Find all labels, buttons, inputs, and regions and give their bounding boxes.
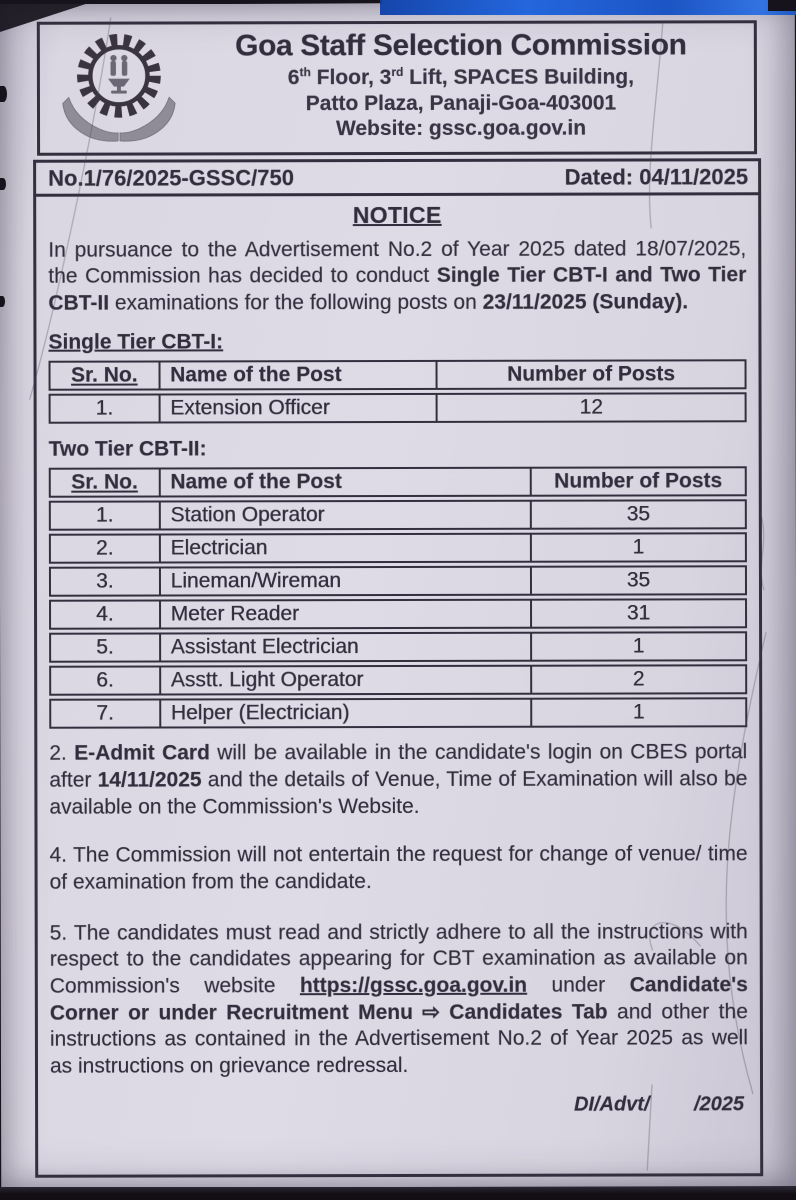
bottom-edge-shadow xyxy=(0,1187,796,1200)
text-segment: Candidate's Corner or under Recruitment Menu xyxy=(49,973,748,1025)
text-segment: E-Admit Card xyxy=(74,741,210,766)
notice-heading: NOTICE xyxy=(352,201,442,229)
table-body xyxy=(49,393,747,424)
file-reference: DI/Advt/ /2025 xyxy=(573,1092,745,1116)
reference-row xyxy=(36,161,758,197)
two-tier-heading: Two Tier CBT-II: xyxy=(48,437,207,462)
text-segment: 23/11/2025 (Sunday). xyxy=(482,290,689,314)
column-header: Sr. No. xyxy=(71,363,138,388)
text-segment: 5. The candidates must read and strictly adhere to all the instructions with respect to the candidates appearing for CBT examination as available on Commission's website xyxy=(49,919,748,998)
address-line-1: 6th Floor, 3rd Lift, SPACES Building, xyxy=(287,64,635,90)
paragraph-4 xyxy=(50,842,748,897)
table-cell: Asstt. Light Operator xyxy=(159,667,530,694)
table-cell: 7. xyxy=(96,701,114,725)
text-segment: Candidates Tab xyxy=(439,1000,608,1024)
table-cell: 35 xyxy=(530,502,745,528)
text-segment: ⇨ xyxy=(422,1000,440,1024)
commission-title: Goa Staff Selection Commission xyxy=(235,28,687,63)
column-header: Name of the Post xyxy=(158,362,436,389)
two-tier-table xyxy=(49,467,748,729)
website-line: Website: gssc.goa.gov.in xyxy=(335,116,587,141)
paper-tear xyxy=(0,296,5,307)
paper-tear xyxy=(0,178,6,190)
text-segment: and other the instructions as contained in the Advertisement No.2 of Year 2025 as well as instructions on grievance redressal. xyxy=(49,999,748,1078)
table-cell: 2. xyxy=(95,536,114,560)
column-header: Number of Posts xyxy=(530,469,745,495)
table-row xyxy=(49,632,747,663)
table-cell: 4. xyxy=(96,602,114,626)
text-segment: In pursuance to the Advertisement No.2 of Year 2025 dated 18/07/2025, the Commission has decided to conduct xyxy=(48,237,747,289)
gssc-emblem-icon xyxy=(54,26,184,154)
table-cell: 31 xyxy=(530,601,745,627)
table-cell: 1 xyxy=(530,700,745,726)
table-header-row xyxy=(49,467,747,498)
letterhead xyxy=(37,20,757,156)
column-header: Name of the Post xyxy=(158,469,529,496)
notice-body xyxy=(36,195,760,1117)
table-row xyxy=(49,566,747,597)
text-segment: https://gssc.goa.gov.in xyxy=(299,973,528,998)
intro-paragraph xyxy=(48,236,746,317)
paragraph-2 xyxy=(49,740,747,821)
column-header: Number of Posts xyxy=(436,362,745,389)
notice-paper xyxy=(0,2,796,1188)
text-segment: under xyxy=(527,973,630,997)
table-cell: 1 xyxy=(530,535,745,561)
table-cell: 3. xyxy=(95,569,114,593)
paper-tear xyxy=(0,86,7,102)
table-cell: Lineman/Wireman xyxy=(159,568,530,595)
address-line-2: Patto Plaza, Panaji-Goa-403001 xyxy=(305,91,617,116)
table-cell: Assistant Electrician xyxy=(159,634,530,661)
table-row xyxy=(49,533,747,564)
paragraph-5 xyxy=(50,919,748,1080)
table-cell: Extension Officer xyxy=(158,395,436,422)
text-segment: 14/11/2025 xyxy=(97,768,202,792)
single-tier-heading: Single Tier CBT-I: xyxy=(48,330,224,355)
table-cell: 1. xyxy=(95,503,114,527)
table-row xyxy=(49,393,747,424)
table-row xyxy=(49,698,747,729)
table-body xyxy=(49,500,747,729)
text-segment: examinations for the following posts on xyxy=(109,290,483,315)
table-cell: 2 xyxy=(530,667,745,693)
table-cell: 35 xyxy=(530,568,745,594)
table-header xyxy=(49,467,747,498)
table-header-row xyxy=(49,360,747,391)
table-cell: 6. xyxy=(96,668,114,692)
single-tier-table xyxy=(49,360,747,424)
table-cell: Station Operator xyxy=(158,502,529,529)
table-row xyxy=(49,599,747,630)
column-header: Sr. No. xyxy=(71,470,138,495)
table-cell: 1 xyxy=(530,634,745,660)
text-segment: 2. xyxy=(49,742,75,766)
text-segment: and the details of Venue, Time of Examination will also be available on the Commission's Website. xyxy=(49,767,748,819)
table-row xyxy=(49,500,747,531)
text-segment: Single Tier CBT-I and Two Tier CBT-II xyxy=(48,263,747,315)
dated-label: Dated: 04/11/2025 xyxy=(564,163,749,190)
dark-corner xyxy=(768,0,796,11)
blue-top-bar xyxy=(380,0,796,15)
table-header xyxy=(49,360,747,391)
table-cell: Meter Reader xyxy=(159,601,530,628)
reference-number: No.1/76/2025-GSSC/750 xyxy=(48,164,294,191)
notice-frame xyxy=(33,158,763,1178)
text-segment: will be available in the candidate's login on CBES portal after xyxy=(49,740,748,792)
table-cell: Helper (Electrician) xyxy=(159,700,530,727)
table-cell: 12 xyxy=(436,395,745,422)
table-cell: 5. xyxy=(96,635,114,659)
table-row xyxy=(49,665,747,696)
table-cell: Electrician xyxy=(158,535,529,562)
text-segment: 4. The Commission will not entertain the request for change of venue/ time of examination from the candidate. xyxy=(49,842,748,894)
table-cell: 1. xyxy=(95,396,114,420)
